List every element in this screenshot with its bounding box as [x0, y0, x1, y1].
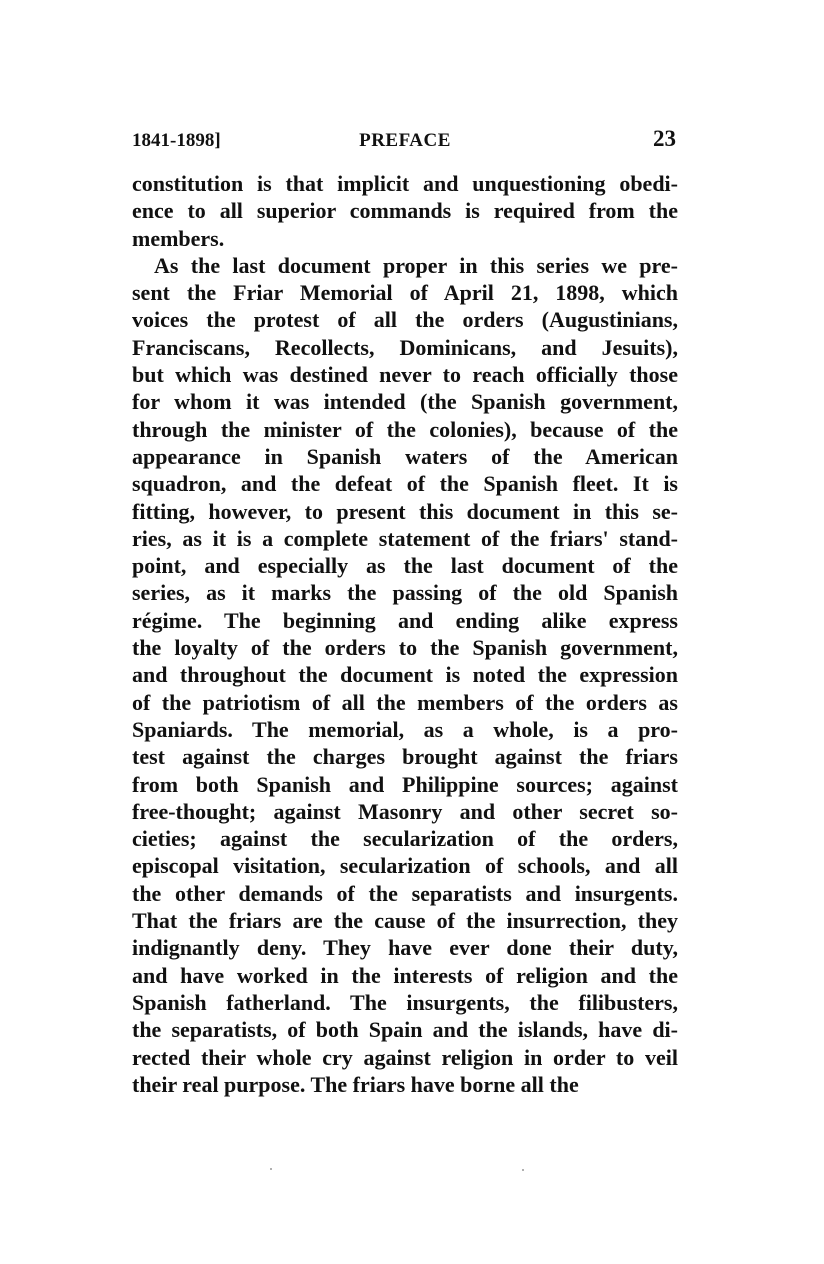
text-line: rected their whole cry against religion in order to veil: [132, 1044, 678, 1070]
text-line: squadron, and the defeat of the Spanish fleet. It is: [132, 471, 678, 497]
scan-speck: [522, 1169, 524, 1171]
page-number: 23: [653, 126, 676, 151]
running-head-date-range: 1841-1898]: [132, 130, 221, 151]
running-head: [132, 126, 678, 156]
text-line: through the minister of the colonies), because of the: [132, 416, 678, 442]
text-line: members.: [132, 225, 225, 251]
text-line: free-thought; against Masonry and other secret so-: [132, 798, 678, 824]
text-line: Spaniards. The memorial, as a whole, is a pro-: [132, 716, 678, 742]
text-line: of the patriotism of all the members of the orders as: [132, 689, 678, 715]
text-line: and have worked in the interests of religion and the: [132, 962, 678, 988]
text-line: but which was destined never to reach officially those: [132, 362, 678, 388]
text-line: for whom it was intended (the Spanish government,: [132, 389, 678, 415]
text-line: ries, as it is a complete statement of the friars' stand-: [132, 525, 678, 551]
text-line: Franciscans, Recollects, Dominicans, and Jesuits),: [132, 334, 678, 360]
text-line: their real purpose. The friars have borne all the: [132, 1071, 579, 1097]
text-line: constitution is that implicit and unquestioning obedi-: [132, 171, 678, 196]
text-line: That the friars are the cause of the insurrection, they: [132, 908, 678, 934]
body-text: [132, 170, 678, 1098]
text-line: episcopal visitation, secularization of schools, and all: [132, 853, 678, 879]
paragraph-first-line: As the last document proper in this series we pre-: [154, 252, 678, 278]
text-line: Spanish fatherland. The insurgents, the filibusters,: [132, 989, 678, 1015]
running-head-section-title: PREFACE: [359, 130, 451, 151]
text-line: from both Spanish and Philippine sources; against: [132, 771, 678, 797]
text-line: the other demands of the separatists and insurgents.: [132, 880, 678, 906]
text-line: régime. The beginning and ending alike express: [132, 607, 678, 633]
text-line: and throughout the document is noted the expression: [132, 662, 678, 688]
scan-speck: [270, 1168, 272, 1170]
text-line: ence to all superior commands is required from the: [132, 198, 678, 224]
text-line: indignantly deny. They have ever done their duty,: [132, 935, 678, 961]
text-line: test against the charges brought against the friars: [132, 744, 678, 770]
text-line: the separatists, of both Spain and the islands, have di-: [132, 1017, 678, 1043]
text-line: voices the protest of all the orders (Augustinians,: [132, 307, 678, 333]
text-line: the loyalty of the orders to the Spanish government,: [132, 635, 678, 661]
text-line: series, as it marks the passing of the old Spanish: [132, 580, 678, 606]
text-line: appearance in Spanish waters of the American: [132, 443, 678, 469]
text-line: fitting, however, to present this document in this se-: [132, 498, 678, 524]
text-line: sent the Friar Memorial of April 21, 1898, which: [132, 280, 678, 306]
text-line: point, and especially as the last document of the: [132, 553, 678, 579]
text-line: cieties; against the secularization of the orders,: [132, 826, 678, 852]
